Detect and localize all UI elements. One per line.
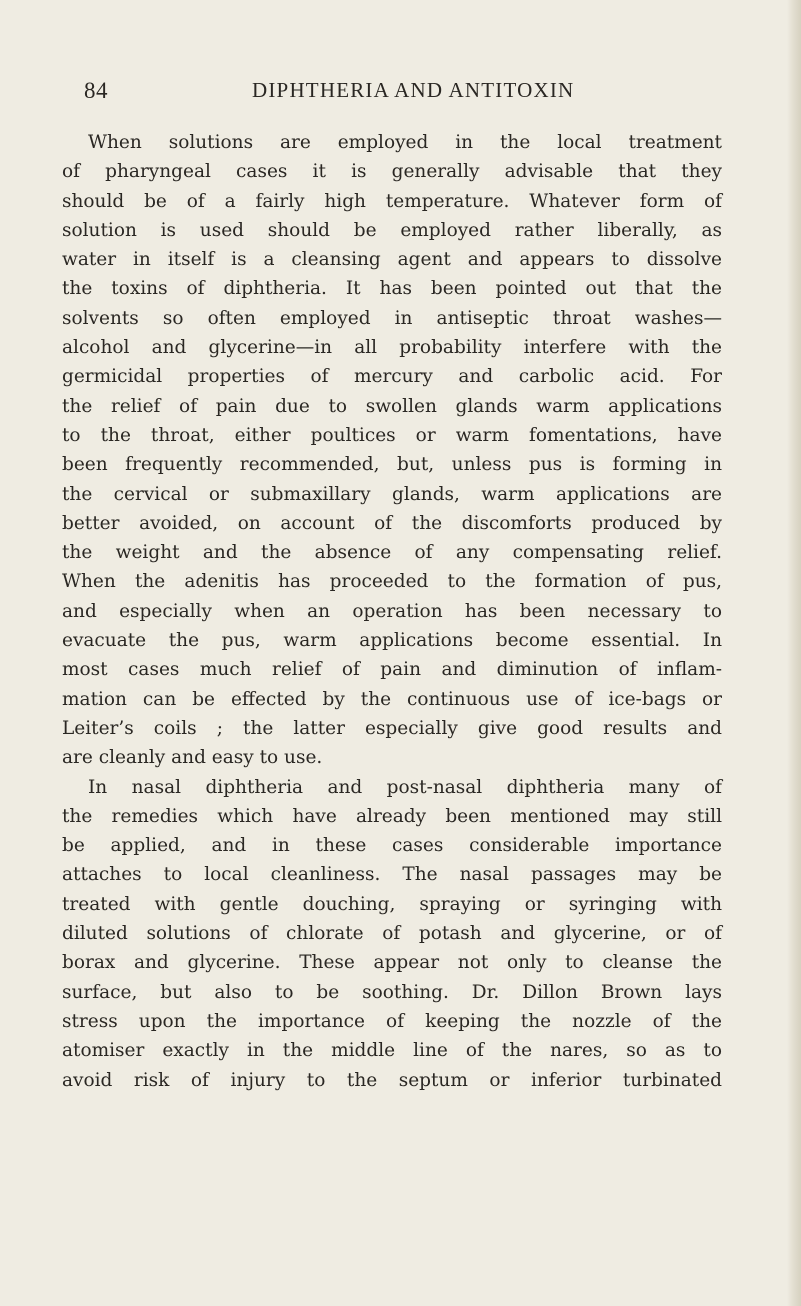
text-line: mation can be effected by the continuous use of ice-bags or (62, 688, 722, 710)
text-line: of pharyngeal cases it is generally advisable that they (62, 161, 722, 183)
text-line: should be of a fairly high temperature. Whatever form of (62, 190, 722, 212)
text-line: surface, but also to be soothing. Dr. Dillon Brown lays (62, 981, 722, 1003)
text-line: alcohol and glycerine—in all probability interfere with the (62, 337, 722, 359)
text-line: treated with gentle douching, spraying or syringing with (62, 893, 722, 915)
text-line: stress upon the importance of keeping the nozzle of the (62, 1010, 722, 1032)
text-line: be applied, and in these cases considerable importance (62, 835, 722, 857)
text-line: In nasal diphtheria and post-nasal diphtheria many of (88, 776, 722, 798)
text-line: most cases much relief of pain and diminution of inflam- (62, 659, 722, 681)
text-line: germicidal properties of mercury and carbolic acid. For (62, 366, 722, 388)
text-line: solvents so often employed in antiseptic throat washes— (62, 307, 722, 329)
text-line: to the throat, either poultices or warm fomentations, have (62, 424, 722, 446)
text-line: the remedies which have already been mentioned may still (62, 805, 722, 827)
text-line: solution is used should be employed rather liberally, as (62, 219, 722, 241)
text-line: evacuate the pus, warm applications become essential. In (62, 630, 722, 652)
text-line: the weight and the absence of any compensating relief. (62, 542, 722, 564)
page-edge-shadow (787, 0, 801, 1306)
page-number: 84 (84, 78, 108, 103)
text-line: Leiter’s coils ; the latter especially give good results and (62, 717, 722, 739)
text-line: the toxins of diphtheria. It has been pointed out that the (62, 278, 722, 300)
text-line: diluted solutions of chlorate of potash and glycerine, or of (62, 923, 722, 945)
text-line: attaches to local cleanliness. The nasal passages may be (62, 864, 722, 886)
text-line: borax and glycerine. These appear not only to cleanse the (62, 952, 722, 974)
text-line: are cleanly and easy to use. (62, 747, 323, 769)
text-line: been frequently recommended, but, unless pus is forming in (62, 454, 722, 476)
text-line: When the adenitis has proceeded to the formation of pus, (62, 571, 722, 593)
body-text (62, 128, 722, 1095)
text-line: water in itself is a cleansing agent and appears to dissolve (62, 249, 722, 271)
text-line: and especially when an operation has been necessary to (62, 600, 722, 622)
text-line: When solutions are employed in the local treatment (88, 132, 722, 153)
running-head: DIPHTHERIA AND ANTITOXIN (252, 78, 575, 102)
text-line: avoid risk of injury to the septum or inferior turbinated (62, 1069, 722, 1091)
text-line: the relief of pain due to swollen glands warm applications (62, 395, 722, 417)
page-header (84, 78, 704, 108)
text-line: atomiser exactly in the middle line of the nares, so as to (62, 1040, 722, 1062)
text-line: better avoided, on account of the discomforts produced by (62, 512, 722, 534)
text-line: the cervical or submaxillary glands, warm applications are (62, 483, 722, 505)
